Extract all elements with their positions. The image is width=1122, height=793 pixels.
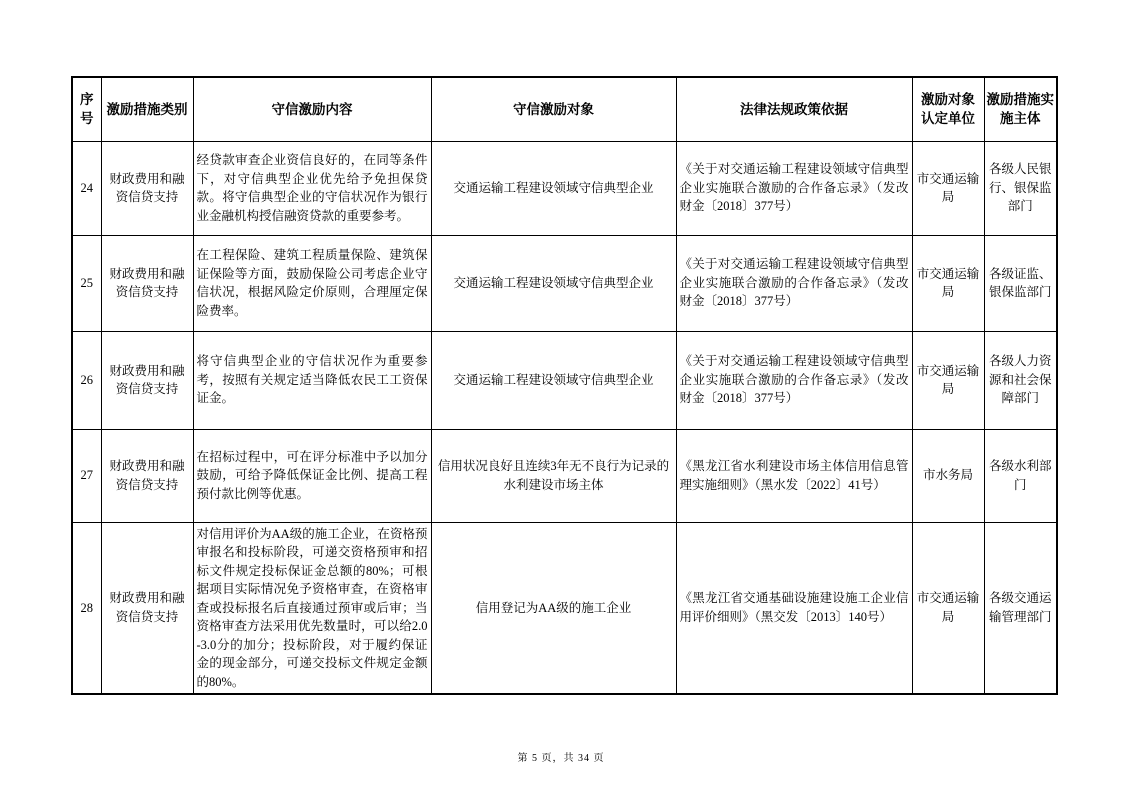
header-determining-unit: 激励对象认定单位	[912, 77, 984, 141]
page-number-footer: 第 5 页，共 34 页	[517, 753, 605, 764]
cell-incentive-target: 信用登记为AA级的施工企业	[431, 522, 676, 694]
cell-measure-category: 财政费用和融资信贷支持	[101, 429, 193, 522]
table-row	[72, 235, 1057, 331]
table-row	[72, 331, 1057, 429]
cell-incentive-content: 在招标过程中，可在评分标准中予以加分鼓励，可给予降低保证金比例、提高工程预付款比例等优惠。	[193, 429, 431, 522]
table-header-row	[72, 77, 1057, 141]
cell-measure-category: 财政费用和融资信贷支持	[101, 331, 193, 429]
cell-legal-basis: 《关于对交通运输工程建设领域守信典型企业实施联合激励的合作备忘录》（发改财金〔2018〕377号）	[676, 141, 912, 235]
header-serial-no: 序号	[72, 77, 101, 141]
header-legal-basis: 法律法规政策依据	[676, 77, 912, 141]
cell-determining-unit: 市交通运输局	[912, 141, 984, 235]
cell-serial-no: 27	[72, 429, 101, 522]
cell-legal-basis: 《关于对交通运输工程建设领域守信典型企业实施联合激励的合作备忘录》（发改财金〔2018〕377号）	[676, 235, 912, 331]
cell-determining-unit: 市交通运输局	[912, 235, 984, 331]
incentive-measures-table	[71, 76, 1058, 695]
cell-determining-unit: 市交通运输局	[912, 522, 984, 694]
table-row	[72, 522, 1057, 694]
header-incentive-content: 守信激励内容	[193, 77, 431, 141]
cell-incentive-content: 经贷款审查企业资信良好的，在同等条件下，对守信典型企业优先给予免担保贷款。将守信典型企业的守信状况作为银行业金融机构授信融资贷款的重要参考。	[193, 141, 431, 235]
cell-implementing-body: 各级人力资源和社会保障部门	[984, 331, 1057, 429]
cell-incentive-content: 对信用评价为AA级的施工企业，在资格预审报名和投标阶段，可递交资格预审和招标文件规定投标保证金总额的80%；可根据项目实际情况免予资格审查，在资格审查或投标报名后直接通过预审或后审；当资格审查方法采用优先数量时，可以给2.0-3.0分的加分；投标阶段，对于履约保证金的现金部分，可递交投标文件规定金额的80%。	[193, 522, 431, 694]
cell-legal-basis: 《关于对交通运输工程建设领域守信典型企业实施联合激励的合作备忘录》（发改财金〔2018〕377号）	[676, 331, 912, 429]
cell-measure-category: 财政费用和融资信贷支持	[101, 141, 193, 235]
cell-measure-category: 财政费用和融资信贷支持	[101, 522, 193, 694]
cell-measure-category: 财政费用和融资信贷支持	[101, 235, 193, 331]
cell-serial-no: 25	[72, 235, 101, 331]
header-incentive-target: 守信激励对象	[431, 77, 676, 141]
cell-legal-basis: 《黑龙江省交通基础设施建设施工企业信用评价细则》（黑交发〔2013〕140号）	[676, 522, 912, 694]
cell-implementing-body: 各级水利部门	[984, 429, 1057, 522]
header-measure-category: 激励措施类别	[101, 77, 193, 141]
cell-serial-no: 26	[72, 331, 101, 429]
cell-incentive-content: 在工程保险、建筑工程质量保险、建筑保证保险等方面，鼓励保险公司考虑企业守信状况，根据风险定价原则，合理厘定保险费率。	[193, 235, 431, 331]
cell-incentive-target: 交通运输工程建设领域守信典型企业	[431, 235, 676, 331]
cell-implementing-body: 各级证监、银保监部门	[984, 235, 1057, 331]
cell-implementing-body: 各级人民银行、银保监部门	[984, 141, 1057, 235]
cell-determining-unit: 市交通运输局	[912, 331, 984, 429]
header-implementing-body: 激励措施实施主体	[984, 77, 1057, 141]
cell-incentive-target: 交通运输工程建设领域守信典型企业	[431, 141, 676, 235]
table-row	[72, 141, 1057, 235]
cell-incentive-content: 将守信典型企业的守信状况作为重要参考，按照有关规定适当降低农民工工资保证金。	[193, 331, 431, 429]
cell-determining-unit: 市水务局	[912, 429, 984, 522]
cell-serial-no: 28	[72, 522, 101, 694]
cell-implementing-body: 各级交通运输管理部门	[984, 522, 1057, 694]
cell-serial-no: 24	[72, 141, 101, 235]
cell-legal-basis: 《黑龙江省水利建设市场主体信用信息管理实施细则》（黑水发〔2022〕41号）	[676, 429, 912, 522]
cell-incentive-target: 信用状况良好且连续3年无不良行为记录的水利建设市场主体	[431, 429, 676, 522]
table-row	[72, 429, 1057, 522]
cell-incentive-target: 交通运输工程建设领域守信典型企业	[431, 331, 676, 429]
